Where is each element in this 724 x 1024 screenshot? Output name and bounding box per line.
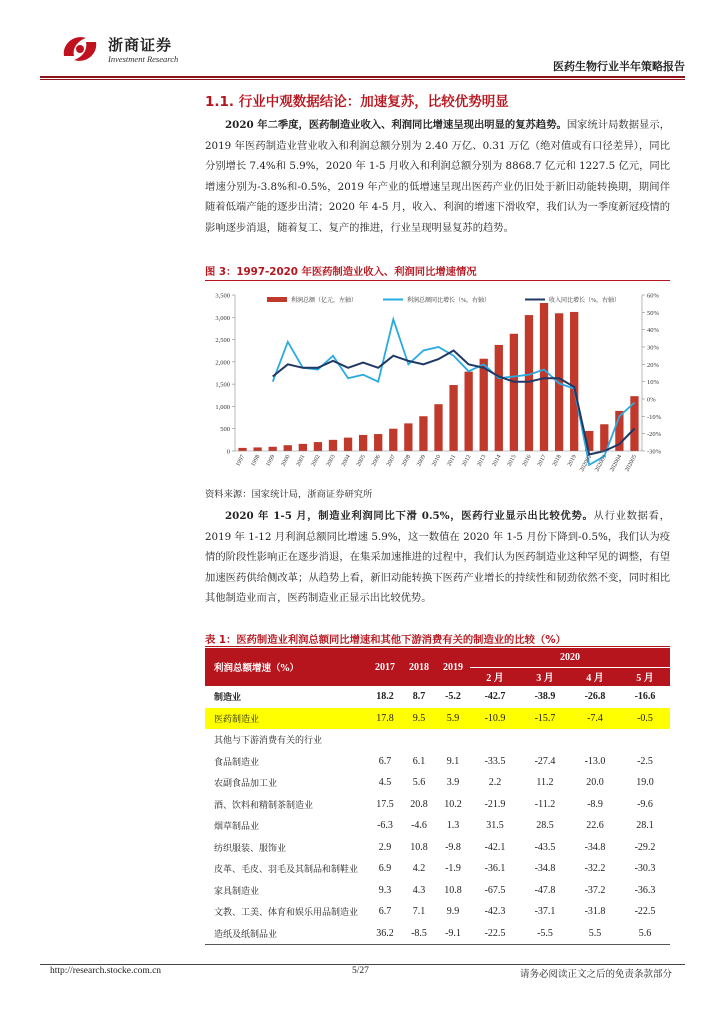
header-divider-thin (40, 79, 685, 80)
chart-bar (284, 445, 292, 451)
x-tick-label: 2004 (340, 454, 352, 468)
footer-divider (40, 964, 685, 965)
footer-disclaimer: 请务必阅读正文之后的免责条款部分 (519, 969, 672, 980)
cell-value: -38.9 (534, 691, 556, 703)
cell-value: -11.2 (534, 798, 556, 810)
cell-value: -8.9 (587, 798, 603, 810)
cell-value: -13.0 (584, 755, 606, 767)
cell-value: 9.5 (402, 708, 436, 730)
x-tick-label: 1999 (265, 454, 277, 468)
cell-value: -37.2 (584, 884, 606, 896)
cell-value: -42.7 (484, 691, 506, 703)
x-tick-label: 2019 (567, 454, 578, 468)
table-row (205, 923, 670, 945)
row-label: 其他与下游消费有关的行业 (214, 736, 323, 747)
cell-value: 4.5 (378, 777, 392, 789)
analysis-lead: 2020 年 1-5 月，制造业利润同比下滑 0.5%，医药行业显示出比较优势。 (225, 510, 594, 522)
table-body (205, 686, 670, 944)
chart-bar (510, 334, 518, 451)
row-label: 制造业 (214, 693, 242, 704)
row-label: 文教、工美、体育和娱乐用品制造业 (214, 908, 359, 919)
cell-value: 6.1 (412, 755, 426, 767)
chart-bar (570, 312, 578, 451)
chart-bar (238, 448, 246, 451)
cell-value: 7.1 (412, 906, 426, 918)
chart-bar (465, 372, 473, 451)
y-right-tick-label: 50% (647, 309, 659, 317)
cell-value: -10.9 (470, 708, 520, 730)
x-tick-label: 2005 (355, 454, 367, 468)
y-left-tick-label: 1,000 (215, 403, 230, 411)
cell-value: -9.8 (445, 841, 461, 853)
y-left-tick-label: 3,500 (215, 292, 230, 300)
x-tick-label: 2008 (401, 454, 413, 468)
cell-value: 9.3 (378, 884, 392, 896)
y-right-tick-label: -30% (647, 448, 662, 456)
month-header: 4 月 (570, 667, 620, 686)
y-right-tick-label: 20% (647, 361, 659, 369)
x-tick-label: 2003 (325, 454, 337, 468)
y-right-tick-label: 60% (647, 292, 659, 300)
y-left-tick-label: 3,000 (215, 314, 230, 322)
cell-value: 3.9 (446, 777, 460, 789)
legend-label: 收入同比增长（%，右轴） (549, 298, 620, 304)
chart-bar (314, 442, 322, 451)
chart-bar (389, 429, 397, 451)
month-header: 2 月 (470, 667, 520, 686)
row-label: 酒、饮料和精制茶制造业 (214, 800, 314, 811)
cell-value: -16.6 (634, 691, 656, 703)
cell-value: -27.4 (534, 755, 556, 767)
cell-value: 17.8 (368, 708, 402, 730)
cell-value: 5.5 (570, 923, 620, 945)
legend-label: 利润总额同比增长（%，右轴） (407, 298, 490, 304)
y-right-tick-label: 0% (647, 396, 656, 404)
table-row (205, 772, 670, 794)
page-number: 5/27 (352, 966, 369, 976)
row-label: 造纸及纸制品业 (205, 923, 368, 945)
cell-value: 20.0 (586, 777, 604, 789)
table-row (205, 880, 670, 902)
cell-value: -30.3 (634, 863, 656, 875)
row-label: 农副食品加工业 (214, 779, 278, 790)
chart-bar (344, 438, 352, 451)
cell-value: -32.2 (584, 863, 606, 875)
cell-value: 31.5 (486, 820, 504, 832)
cell-value: -4.6 (411, 820, 427, 832)
cell-value: 6.7 (378, 906, 392, 918)
cell-value: 5.6 (412, 777, 426, 789)
cell-value: -9.1 (436, 923, 470, 945)
cell-value: -36.3 (634, 884, 656, 896)
footer-url[interactable]: http://research.stocke.com.cn (50, 966, 162, 976)
year-header: 2017 (368, 648, 402, 686)
table-row (205, 751, 670, 773)
table-row (205, 729, 670, 751)
chart-bar (404, 423, 412, 451)
month-header: 3 月 (520, 667, 570, 686)
y-left-tick-label: 500 (220, 426, 230, 434)
page-header (40, 30, 685, 78)
cell-value: -26.8 (584, 691, 606, 703)
row-label: 家具制造业 (214, 886, 260, 897)
chart-bar (495, 345, 503, 451)
cell-value: 2.9 (378, 841, 392, 853)
cell-value: -42.1 (484, 841, 506, 853)
chart-bar (449, 385, 457, 451)
x-tick-label: 202002 (579, 454, 594, 473)
y-right-tick-label: 40% (647, 327, 659, 335)
cell-value: -67.5 (484, 884, 506, 896)
y-left-tick-label: 0 (226, 448, 230, 456)
cell-value: 10.8 (444, 884, 462, 896)
table-row (205, 815, 670, 837)
report-title: 医药生物行业半年策略报告 (553, 60, 685, 73)
x-tick-label: 202005 (624, 454, 639, 473)
legend-swatch (267, 297, 287, 302)
chart-bar (555, 313, 563, 451)
cell-value: 8.7 (412, 691, 426, 703)
x-tick-label: 2018 (551, 454, 563, 468)
intro-paragraph (205, 115, 670, 239)
cell-value: -42.3 (484, 906, 506, 918)
cell-value: -0.5 (620, 708, 670, 730)
cell-value: 10.2 (444, 798, 462, 810)
cell-value: -34.8 (584, 841, 606, 853)
x-tick-label: 2015 (506, 454, 518, 468)
cell-value: 1.3 (446, 820, 460, 832)
table-row (205, 837, 670, 859)
y-right-tick-label: -20% (647, 431, 662, 439)
cell-value: -8.5 (402, 923, 436, 945)
x-tick-label: 2011 (446, 454, 458, 468)
chart-bar (359, 435, 367, 451)
x-tick-label: 2013 (476, 454, 488, 468)
chart-bar (525, 315, 533, 451)
analysis-body: 从行业数据看，2019 年 1-12 月利润总额同比增速 5.9%，这一数值在 2020 年 1-5 月份下降到-0.5%，我们认为疫情的阶段性影响正在逐步消退，在集采加速推进的过程中，我们认为医药制造业这种罕见的调整，有望加速医药供给侧改革；从趋势上看，新旧动能转换下医药产业增长的持续性和韧劲依然不变，同时相比其他制造业而言，医药制造业正显示出比较优势。 (205, 510, 670, 605)
group-header-2020: 2020 (470, 648, 670, 667)
cell-value: 20.8 (410, 798, 428, 810)
row-label: 皮革、毛皮、羽毛及其制品和制鞋业 (214, 865, 359, 876)
cell-value: -7.4 (570, 708, 620, 730)
cell-value: -33.5 (484, 755, 506, 767)
analysis-paragraph (205, 506, 670, 609)
cell-value: 19.0 (636, 777, 654, 789)
table-row (205, 794, 670, 816)
month-header: 5 月 (620, 667, 670, 686)
y-left-tick-label: 1,500 (215, 381, 230, 389)
cell-value: -21.9 (484, 798, 506, 810)
header-divider (40, 76, 685, 78)
table-row (205, 686, 670, 708)
cell-value: -47.8 (534, 884, 556, 896)
row-label: 烟草制品业 (214, 822, 260, 833)
cell-value: 9.9 (446, 906, 460, 918)
growth-chart (205, 283, 670, 481)
chart-bar (480, 359, 488, 451)
chart-bar (434, 404, 442, 451)
cell-value: -22.5 (470, 923, 520, 945)
cell-value: -31.8 (584, 906, 606, 918)
row-label: 食品制造业 (214, 757, 260, 768)
cell-value: 36.2 (368, 923, 402, 945)
cell-value: -6.3 (377, 820, 393, 832)
cell-value: 10.8 (410, 841, 428, 853)
table-row (205, 858, 670, 880)
row-label: 纺织服装、服饰业 (214, 843, 287, 854)
chart-bar (299, 444, 307, 451)
cell-value: -5.2 (445, 691, 461, 703)
intro-lead: 2020 年二季度，医药制造业收入、利润同比增速呈现出明显的复苏趋势。 (225, 119, 567, 131)
cell-value: 9.1 (446, 755, 460, 767)
x-tick-label: 2002 (310, 454, 322, 468)
x-tick-label: 2017 (536, 454, 548, 468)
profit-growth-table (205, 648, 670, 945)
cell-value: 18.2 (376, 691, 394, 703)
cell-value: -9.6 (637, 798, 653, 810)
cell-value: -1.9 (445, 863, 461, 875)
row-label: 医药制造业 (205, 708, 368, 730)
table-row-header: 利润总额增速（%） (205, 648, 368, 686)
brand-logo-icon (60, 32, 100, 66)
chart-bar (253, 447, 261, 451)
x-tick-label: 202004 (609, 454, 624, 473)
cell-value: 6.9 (378, 863, 392, 875)
brand-name: 浙商证券 (108, 36, 173, 54)
x-tick-label: 2000 (280, 454, 292, 468)
table-row (205, 901, 670, 923)
table-title: 表 1：医药制造业利润总额同比增速和其他下游消费有关的制造业的比较（%） (205, 634, 566, 646)
cell-value: -43.5 (534, 841, 556, 853)
cell-value: 28.1 (636, 820, 654, 832)
x-tick-label: 2009 (416, 454, 428, 468)
table-title-rule (205, 646, 670, 647)
intro-body: 国家统计局数据显示，2019 年医药制造业营业收入和利润总额分别为 2.40 万亿、0.31 万亿（绝对值或有口径差异），同比分别增长 7.4%和 5.9%，2020 年 1-5 月收入和利润总额分别为 8868.7 亿元和 1227.5 亿元，同比增速分别为-3.8%和-0.5%，2019 年产业的低增速呈现出医药产业仍旧处于新旧动能转换期，期间伴随着低端产能的逐步出清；2020 年 4-5 月，收入、利润的增速下滑收窄，我们认为一季度新冠疫情的影响逐步消退，随着复工、复产的推进，行业呈现明显复苏的趋势。 (205, 119, 670, 234)
table-row (205, 708, 670, 730)
chart-bar (419, 416, 427, 451)
x-tick-label: 2012 (461, 454, 473, 468)
cell-value: 22.6 (586, 820, 604, 832)
year-header: 2019 (436, 648, 470, 686)
x-tick-label: 2001 (295, 454, 307, 468)
x-tick-label: 1997 (235, 454, 247, 468)
figure-title: 图 3：1997-2020 年医药制造业收入、利润同比增速情况 (205, 266, 477, 278)
chart-bar (329, 440, 337, 451)
x-tick-label: 2007 (386, 454, 398, 468)
x-tick-label: 2006 (371, 454, 382, 468)
legend-label: 利润总额（亿元，左轴） (291, 298, 358, 304)
x-tick-label: 1998 (250, 454, 262, 468)
cell-value: -15.7 (520, 708, 570, 730)
cell-value: 4.2 (412, 863, 426, 875)
y-left-tick-label: 2,000 (215, 359, 230, 367)
figure-source: 资料来源：国家统计局，浙商证券研究所 (205, 489, 373, 500)
figure-title-rule (205, 280, 670, 281)
cell-value: 5.9 (436, 708, 470, 730)
y-right-tick-label: 10% (647, 379, 659, 387)
chart-bar (269, 447, 277, 451)
cell-value: 5.6 (620, 923, 670, 945)
x-tick-label: 2014 (491, 454, 503, 468)
cell-value: 2.2 (488, 777, 502, 789)
cell-value: -36.1 (484, 863, 506, 875)
section-title: 1.1. 行业中观数据结论：加速复苏，比较优势明显 (205, 94, 509, 110)
cell-value: -29.2 (634, 841, 656, 853)
year-header: 2018 (402, 648, 436, 686)
cell-value: 28.5 (536, 820, 554, 832)
chart-bar (374, 434, 382, 451)
x-tick-label: 202003 (594, 454, 609, 473)
chart-bar (540, 303, 548, 451)
x-tick-label: 2010 (431, 454, 443, 468)
cell-value: 6.7 (378, 755, 392, 767)
y-right-tick-label: 30% (647, 344, 659, 352)
cell-value: -22.5 (634, 906, 656, 918)
y-right-tick-label: -10% (647, 413, 662, 421)
x-tick-label: 2016 (521, 454, 533, 468)
cell-value: 11.2 (536, 777, 554, 789)
cell-value: 4.3 (412, 884, 426, 896)
y-left-tick-label: 2,500 (215, 337, 230, 345)
brand-name-en: Investment Research (108, 54, 179, 64)
cell-value: -5.5 (520, 923, 570, 945)
cell-value: 17.5 (376, 798, 394, 810)
cell-value: -34.8 (534, 863, 556, 875)
cell-value: -2.5 (637, 755, 653, 767)
cell-value: -37.1 (534, 906, 556, 918)
